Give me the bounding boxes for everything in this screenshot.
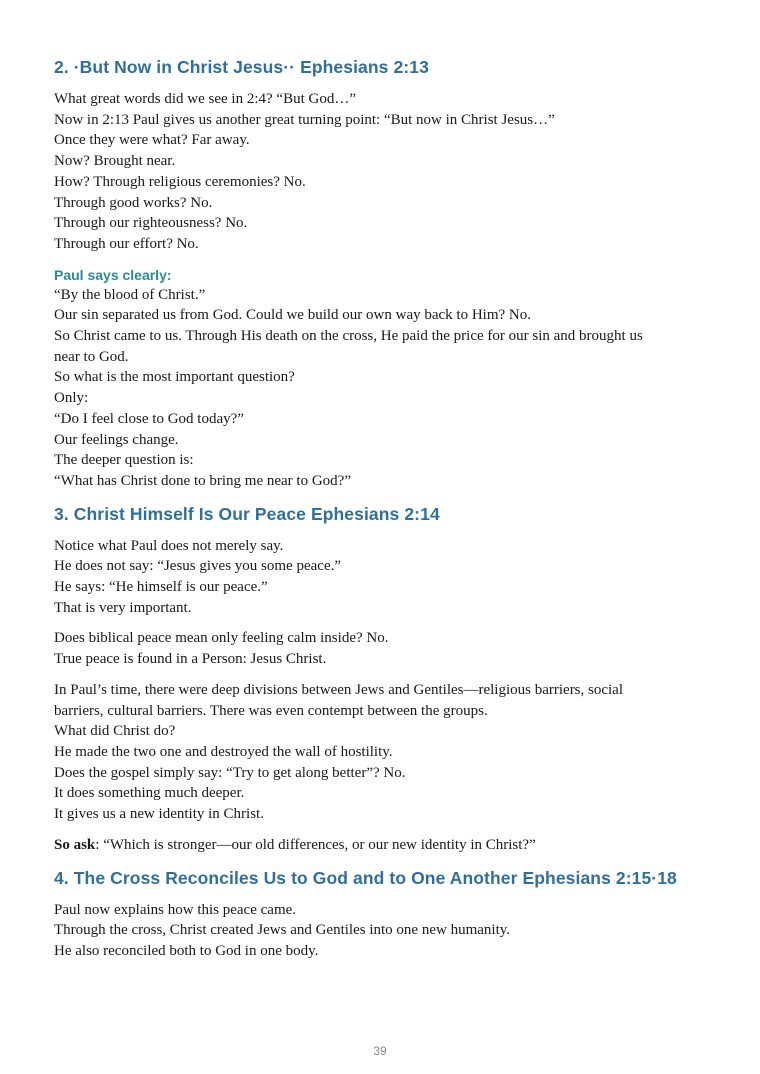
body-line: The deeper question is: bbox=[54, 452, 194, 469]
body-line: Once they were what? Far away. bbox=[54, 132, 250, 149]
body-line: Through the cross, Christ created Jews and Gentiles into one new humanity. bbox=[54, 922, 511, 939]
body-line: Paul now explains how this peace came. bbox=[54, 901, 297, 918]
section-heading-2: 2. ·But Now in Christ Jesus·· Ephesians 2:13 bbox=[54, 57, 429, 77]
body-line: What great words did we see in 2:4? “But God…” bbox=[54, 91, 356, 107]
body-line: Notice what Paul does not merely say. bbox=[54, 537, 284, 554]
body-line: That is very important. bbox=[54, 599, 192, 616]
body-line: Now? Brought near. bbox=[54, 153, 176, 170]
body-line: He also reconciled both to God in one body. bbox=[54, 942, 319, 959]
body-line: “Do I feel close to God today?” bbox=[54, 410, 244, 427]
section-2-intro bbox=[54, 89, 734, 255]
body-line: How? Through religious ceremonies? No. bbox=[54, 173, 306, 190]
body-line: Our feelings change. bbox=[54, 431, 179, 448]
body-line: So what is the most important question? bbox=[54, 369, 295, 386]
body-line: What did Christ do? bbox=[54, 723, 176, 740]
ask-label: So ask bbox=[54, 836, 96, 853]
body-line: barriers, cultural barriers. There was even contempt between the groups. bbox=[54, 702, 488, 719]
body-line: Through our effort? No. bbox=[54, 235, 199, 252]
section-4-intro bbox=[54, 900, 734, 962]
body-line: Does the gospel simply say: “Try to get along better”? No. bbox=[54, 764, 406, 781]
section-2-explanation bbox=[54, 285, 734, 492]
section-3-paragraph-1 bbox=[54, 536, 734, 619]
body-line: “What has Christ done to bring me near to God?” bbox=[54, 472, 351, 489]
body-line: Through our righteousness? No. bbox=[54, 215, 248, 232]
section-heading-4: 4. The Cross Reconciles Us to God and to One Another Ephesians 2:15·18 bbox=[54, 867, 677, 888]
document-page bbox=[54, 55, 734, 972]
subheading-paul-says: Paul says clearly: bbox=[54, 266, 172, 283]
ask-text: : “Which is stronger—our old differences, or our new identity in Christ?” bbox=[95, 836, 536, 853]
body-line: He made the two one and destroyed the wall of hostility. bbox=[54, 743, 393, 760]
body-line: Only: bbox=[54, 390, 89, 407]
section-heading-3: 3. Christ Himself Is Our Peace Ephesians 2:14 bbox=[54, 503, 440, 524]
body-line: In Paul’s time, there were deep divisions between Jews and Gentiles—religious barriers, social bbox=[54, 681, 624, 698]
body-line: “By the blood of Christ.” bbox=[54, 286, 206, 303]
body-line: Our sin separated us from God. Could we build our own way back to Him? No. bbox=[54, 307, 531, 324]
section-3-ask bbox=[54, 835, 734, 856]
body-line: near to God. bbox=[54, 348, 129, 365]
body-line: True peace is found in a Person: Jesus Christ. bbox=[54, 651, 327, 668]
body-line: It gives us a new identity in Christ. bbox=[54, 806, 264, 823]
body-line: It does something much deeper. bbox=[54, 785, 245, 802]
section-3-paragraph-3 bbox=[54, 680, 734, 825]
body-line: He says: “He himself is our peace.” bbox=[54, 579, 268, 596]
body-line: Does biblical peace mean only feeling calm inside? No. bbox=[54, 630, 389, 647]
body-line: Now in 2:13 Paul gives us another great turning point: “But now in Christ Jesus…” bbox=[54, 111, 555, 128]
page-number: 39 bbox=[373, 1044, 387, 1058]
section-3-paragraph-2 bbox=[54, 628, 734, 669]
body-line: He does not say: “Jesus gives you some peace.” bbox=[54, 558, 342, 575]
body-line: So Christ came to us. Through His death on the cross, He paid the price for our sin and brought us bbox=[54, 328, 643, 345]
body-line: Through good works? No. bbox=[54, 194, 213, 211]
ask-line bbox=[54, 835, 734, 856]
